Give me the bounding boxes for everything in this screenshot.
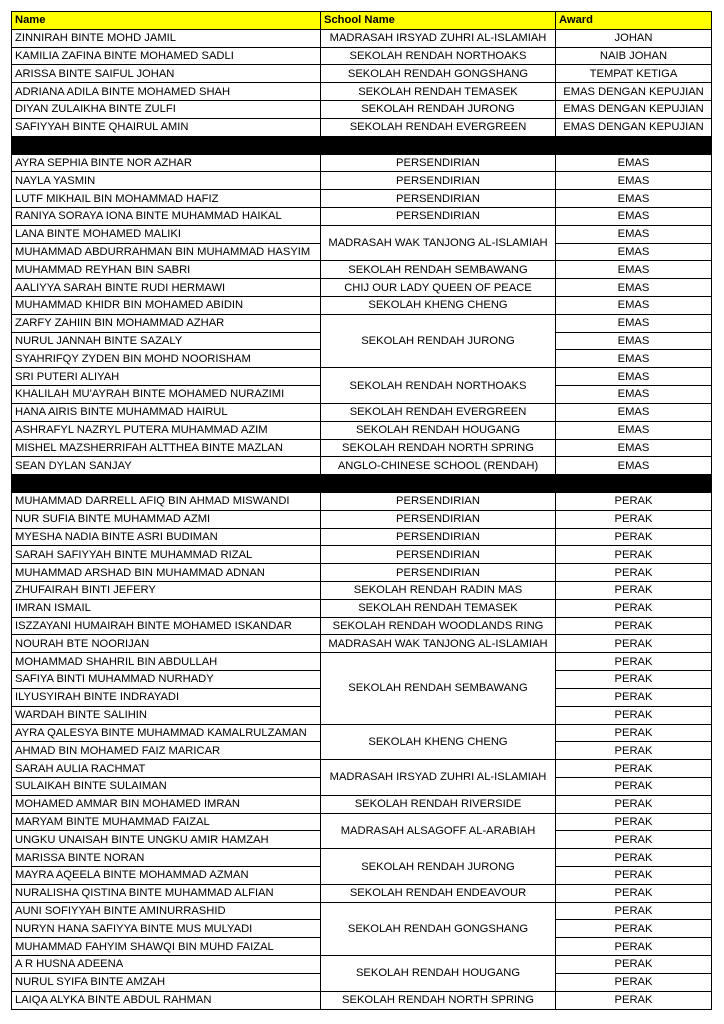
table-row (12, 510, 712, 528)
award-cell: EMAS (556, 332, 712, 350)
table-row (12, 991, 712, 1009)
student-name-cell: MARISSA BINTE NORAN (12, 849, 321, 867)
school-name-cell: SEKOLAH RENDAH EVERGREEN (321, 403, 556, 421)
award-cell: EMAS (556, 421, 712, 439)
award-cell: EMAS (556, 439, 712, 457)
table-row (12, 279, 712, 297)
student-name-cell: WARDAH BINTE SALIHIN (12, 706, 321, 724)
award-cell: PERAK (556, 902, 712, 920)
award-cell: PERAK (556, 528, 712, 546)
award-cell: PERAK (556, 813, 712, 831)
table-row (12, 225, 712, 243)
award-cell: PERAK (556, 920, 712, 938)
student-name-cell: NURUL JANNAH BINTE SAZALY (12, 332, 321, 350)
award-cell: EMAS (556, 350, 712, 368)
student-name-cell: UNGKU UNAISAH BINTE UNGKU AMIR HAMZAH (12, 831, 321, 849)
school-name-cell: MADRASAH IRSYAD ZUHRI AL-ISLAMIAH (321, 760, 556, 796)
award-cell: EMAS (556, 457, 712, 475)
award-cell: PERAK (556, 617, 712, 635)
school-name-cell: SEKOLAH RENDAH RADIN MAS (321, 582, 556, 600)
award-cell: PERAK (556, 635, 712, 653)
student-name-cell: MUHAMMAD DARRELL AFIQ BIN AHMAD MISWANDI (12, 492, 321, 510)
school-name-cell: PERSENDIRIAN (321, 172, 556, 190)
school-name-cell: SEKOLAH KHENG CHENG (321, 297, 556, 315)
student-name-cell: MUHAMMAD KHIDR BIN MOHAMED ABIDIN (12, 297, 321, 315)
award-cell: PERAK (556, 546, 712, 564)
section-separator (12, 475, 712, 493)
school-name-cell: PERSENDIRIAN (321, 492, 556, 510)
table-row (12, 582, 712, 600)
student-name-cell: AALIYYA SARAH BINTE RUDI HERMAWI (12, 279, 321, 297)
school-name-cell: SEKOLAH RENDAH HOUGANG (321, 421, 556, 439)
student-name-cell: MARYAM BINTE MUHAMMAD FAIZAL (12, 813, 321, 831)
award-cell: PERAK (556, 795, 712, 813)
award-cell: EMAS (556, 154, 712, 172)
award-cell: EMAS (556, 279, 712, 297)
award-cell: PERAK (556, 867, 712, 885)
school-name-cell: SEKOLAH KHENG CHENG (321, 724, 556, 760)
school-name-cell: PERSENDIRIAN (321, 207, 556, 225)
student-name-cell: A R HUSNA ADEENA (12, 956, 321, 974)
table-row (12, 528, 712, 546)
award-cell: EMAS (556, 297, 712, 315)
award-cell: TEMPAT KETIGA (556, 65, 712, 83)
award-cell: NAIB JOHAN (556, 47, 712, 65)
table-row (12, 956, 712, 974)
award-cell: EMAS (556, 207, 712, 225)
student-name-cell: ZHUFAIRAH BINTI JEFERY (12, 582, 321, 600)
school-name-cell: MADRASAH WAK TANJONG AL-ISLAMIAH (321, 635, 556, 653)
award-cell: PERAK (556, 724, 712, 742)
school-name-cell: SEKOLAH RENDAH TEMASEK (321, 83, 556, 101)
award-cell: PERAK (556, 956, 712, 974)
school-name-cell: SEKOLAH RENDAH GONGSHANG (321, 902, 556, 955)
school-name-cell: MADRASAH WAK TANJONG AL-ISLAMIAH (321, 225, 556, 261)
table-row (12, 653, 712, 671)
table-row (12, 190, 712, 208)
table-row (12, 760, 712, 778)
student-name-cell: ZINNIRAH BINTE MOHD JAMIL (12, 29, 321, 47)
school-name-cell: SEKOLAH RENDAH SEMBAWANG (321, 653, 556, 724)
student-name-cell: ARISSA BINTE SAIFUL JOHAN (12, 65, 321, 83)
table-row (12, 368, 712, 386)
student-name-cell: MUHAMMAD ARSHAD BIN MUHAMMAD ADNAN (12, 564, 321, 582)
student-name-cell: MUHAMMAD ABDURRAHMAN BIN MUHAMMAD HASYIM (12, 243, 321, 261)
award-cell: EMAS (556, 243, 712, 261)
table-row (12, 29, 712, 47)
student-name-cell: NURALISHA QISTINA BINTE MUHAMMAD ALFIAN (12, 884, 321, 902)
table-row (12, 297, 712, 315)
table-row (12, 421, 712, 439)
award-cell: EMAS (556, 368, 712, 386)
award-cell: EMAS DENGAN KEPUJIAN (556, 101, 712, 119)
award-cell: PERAK (556, 849, 712, 867)
award-cell: EMAS (556, 261, 712, 279)
award-column-header: Award (556, 12, 712, 30)
table-row (12, 635, 712, 653)
table-row (12, 457, 712, 475)
table-row (12, 902, 712, 920)
award-cell: PERAK (556, 510, 712, 528)
student-name-cell: MISHEL MAZSHERRIFAH ALTTHEA BINTE MAZLAN (12, 439, 321, 457)
award-cell: PERAK (556, 777, 712, 795)
award-cell: PERAK (556, 492, 712, 510)
school-name-cell: PERSENDIRIAN (321, 546, 556, 564)
student-name-cell: ADRIANA ADILA BINTE MOHAMED SHAH (12, 83, 321, 101)
student-name-cell: RANIYA SORAYA IONA BINTE MUHAMMAD HAIKAL (12, 207, 321, 225)
award-cell: PERAK (556, 973, 712, 991)
school-name-cell: SEKOLAH RENDAH WOODLANDS RING (321, 617, 556, 635)
table-row (12, 492, 712, 510)
school-name-cell: SEKOLAH RENDAH EVERGREEN (321, 118, 556, 136)
school-name-cell: SEKOLAH RENDAH NORTH SPRING (321, 991, 556, 1009)
student-name-cell: ASHRAFYL NAZRYL PUTERA MUHAMMAD AZIM (12, 421, 321, 439)
award-cell: PERAK (556, 599, 712, 617)
student-name-cell: MAYRA AQEELA BINTE MOHAMMAD AZMAN (12, 867, 321, 885)
student-name-cell: MYESHA NADIA BINTE ASRI BUDIMAN (12, 528, 321, 546)
table-row (12, 724, 712, 742)
award-cell: PERAK (556, 653, 712, 671)
table-row (12, 65, 712, 83)
student-name-cell: AUNI SOFIYYAH BINTE AMINURRASHID (12, 902, 321, 920)
award-cell: JOHAN (556, 29, 712, 47)
student-name-cell: SARAH AULIA RACHMAT (12, 760, 321, 778)
table-row (12, 118, 712, 136)
student-name-cell: ILYUSYIRAH BINTE INDRAYADI (12, 688, 321, 706)
award-cell: EMAS (556, 225, 712, 243)
table-row (12, 439, 712, 457)
school-name-cell: PERSENDIRIAN (321, 528, 556, 546)
student-name-cell: ISZZAYANI HUMAIRAH BINTE MOHAMED ISKANDAR (12, 617, 321, 635)
student-name-cell: SARAH SAFIYYAH BINTE MUHAMMAD RIZAL (12, 546, 321, 564)
award-cell: PERAK (556, 884, 712, 902)
awards-table (11, 11, 712, 1010)
award-cell: PERAK (556, 564, 712, 582)
table-row (12, 403, 712, 421)
award-cell: PERAK (556, 688, 712, 706)
separator-bar (12, 136, 712, 154)
school-name-cell: SEKOLAH RENDAH JURONG (321, 314, 556, 367)
table-row (12, 546, 712, 564)
award-cell: EMAS (556, 314, 712, 332)
student-name-cell: LUTF MIKHAIL BIN MOHAMMAD HAFIZ (12, 190, 321, 208)
table-body (12, 29, 712, 1009)
student-name-cell: AHMAD BIN MOHAMED FAIZ MARICAR (12, 742, 321, 760)
school-name-cell: ANGLO-CHINESE SCHOOL (RENDAH) (321, 457, 556, 475)
school-name-cell: SEKOLAH RENDAH JURONG (321, 849, 556, 885)
table-row (12, 207, 712, 225)
table-row (12, 884, 712, 902)
student-name-cell: KAMILIA ZAFINA BINTE MOHAMED SADLI (12, 47, 321, 65)
table-row (12, 564, 712, 582)
student-name-cell: NAYLA YASMIN (12, 172, 321, 190)
student-name-cell: MUHAMMAD REYHAN BIN SABRI (12, 261, 321, 279)
school-name-cell: SEKOLAH RENDAH GONGSHANG (321, 65, 556, 83)
school-name-cell: SEKOLAH RENDAH JURONG (321, 101, 556, 119)
student-name-cell: SAFIYYAH BINTE QHAIRUL AMIN (12, 118, 321, 136)
school-name-cell: SEKOLAH RENDAH NORTHOAKS (321, 368, 556, 404)
student-name-cell: KHALILAH MU'AYRAH BINTE MOHAMED NURAZIMI (12, 386, 321, 404)
award-cell: EMAS (556, 386, 712, 404)
school-name-cell: MADRASAH ALSAGOFF AL-ARABIAH (321, 813, 556, 849)
award-cell: PERAK (556, 760, 712, 778)
student-name-cell: SAFIYA BINTI MUHAMMAD NURHADY (12, 671, 321, 689)
student-name-cell: AYRA SEPHIA BINTE NOR AZHAR (12, 154, 321, 172)
student-name-cell: SRI PUTERI ALIYAH (12, 368, 321, 386)
student-name-cell: NOURAH BTE NOORIJAN (12, 635, 321, 653)
student-name-cell: HANA AIRIS BINTE MUHAMMAD HAIRUL (12, 403, 321, 421)
school-name-cell: PERSENDIRIAN (321, 564, 556, 582)
section-separator (12, 136, 712, 154)
award-cell: PERAK (556, 938, 712, 956)
student-name-cell: MOHAMMAD SHAHRIL BIN ABDULLAH (12, 653, 321, 671)
table-row (12, 849, 712, 867)
header-row (12, 12, 712, 30)
student-name-cell: AYRA QALESYA BINTE MUHAMMAD KAMALRULZAMAN (12, 724, 321, 742)
school-name-cell: SEKOLAH RENDAH NORTH SPRING (321, 439, 556, 457)
award-cell: PERAK (556, 582, 712, 600)
award-cell: EMAS DENGAN KEPUJIAN (556, 118, 712, 136)
table-row (12, 172, 712, 190)
award-cell: PERAK (556, 671, 712, 689)
school-name-cell: SEKOLAH RENDAH NORTHOAKS (321, 47, 556, 65)
table-row (12, 83, 712, 101)
name-column-header: Name (12, 12, 321, 30)
table-row (12, 101, 712, 119)
award-cell: EMAS DENGAN KEPUJIAN (556, 83, 712, 101)
table-row (12, 813, 712, 831)
student-name-cell: DIYAN ZULAIKHA BINTE ZULFI (12, 101, 321, 119)
school-name-cell: SEKOLAH RENDAH TEMASEK (321, 599, 556, 617)
table-row (12, 314, 712, 332)
table-row (12, 47, 712, 65)
student-name-cell: SYAHRIFQY ZYDEN BIN MOHD NOORISHAM (12, 350, 321, 368)
school-name-cell: PERSENDIRIAN (321, 154, 556, 172)
award-cell: PERAK (556, 831, 712, 849)
school-name-cell: CHIJ OUR LADY QUEEN OF PEACE (321, 279, 556, 297)
table-row (12, 154, 712, 172)
school-name-cell: PERSENDIRIAN (321, 510, 556, 528)
student-name-cell: SULAIKAH BINTE SULAIMAN (12, 777, 321, 795)
award-cell: PERAK (556, 991, 712, 1009)
student-name-cell: ZARFY ZAHIIN BIN MOHAMMAD AZHAR (12, 314, 321, 332)
student-name-cell: MOHAMED AMMAR BIN MOHAMED IMRAN (12, 795, 321, 813)
student-name-cell: MUHAMMAD FAHYIM SHAWQI BIN MUHD FAIZAL (12, 938, 321, 956)
student-name-cell: LAIQA ALYKA BINTE ABDUL RAHMAN (12, 991, 321, 1009)
table-row (12, 261, 712, 279)
student-name-cell: NURUL SYIFA BINTE AMZAH (12, 973, 321, 991)
school-column-header: School Name (321, 12, 556, 30)
table-row (12, 599, 712, 617)
student-name-cell: LANA BINTE MOHAMED MALIKI (12, 225, 321, 243)
student-name-cell: IMRAN ISMAIL (12, 599, 321, 617)
table-row (12, 617, 712, 635)
student-name-cell: SEAN DYLAN SANJAY (12, 457, 321, 475)
school-name-cell: SEKOLAH RENDAH ENDEAVOUR (321, 884, 556, 902)
school-name-cell: PERSENDIRIAN (321, 190, 556, 208)
award-cell: EMAS (556, 190, 712, 208)
school-name-cell: MADRASAH IRSYAD ZUHRI AL-ISLAMIAH (321, 29, 556, 47)
school-name-cell: SEKOLAH RENDAH HOUGANG (321, 956, 556, 992)
student-name-cell: NUR SUFIA BINTE MUHAMMAD AZMI (12, 510, 321, 528)
table-row (12, 795, 712, 813)
award-cell: PERAK (556, 742, 712, 760)
student-name-cell: NURYN HANA SAFIYYA BINTE MUS MULYADI (12, 920, 321, 938)
separator-bar (12, 475, 712, 493)
award-cell: EMAS (556, 403, 712, 421)
award-cell: EMAS (556, 172, 712, 190)
award-cell: PERAK (556, 706, 712, 724)
school-name-cell: SEKOLAH RENDAH RIVERSIDE (321, 795, 556, 813)
school-name-cell: SEKOLAH RENDAH SEMBAWANG (321, 261, 556, 279)
